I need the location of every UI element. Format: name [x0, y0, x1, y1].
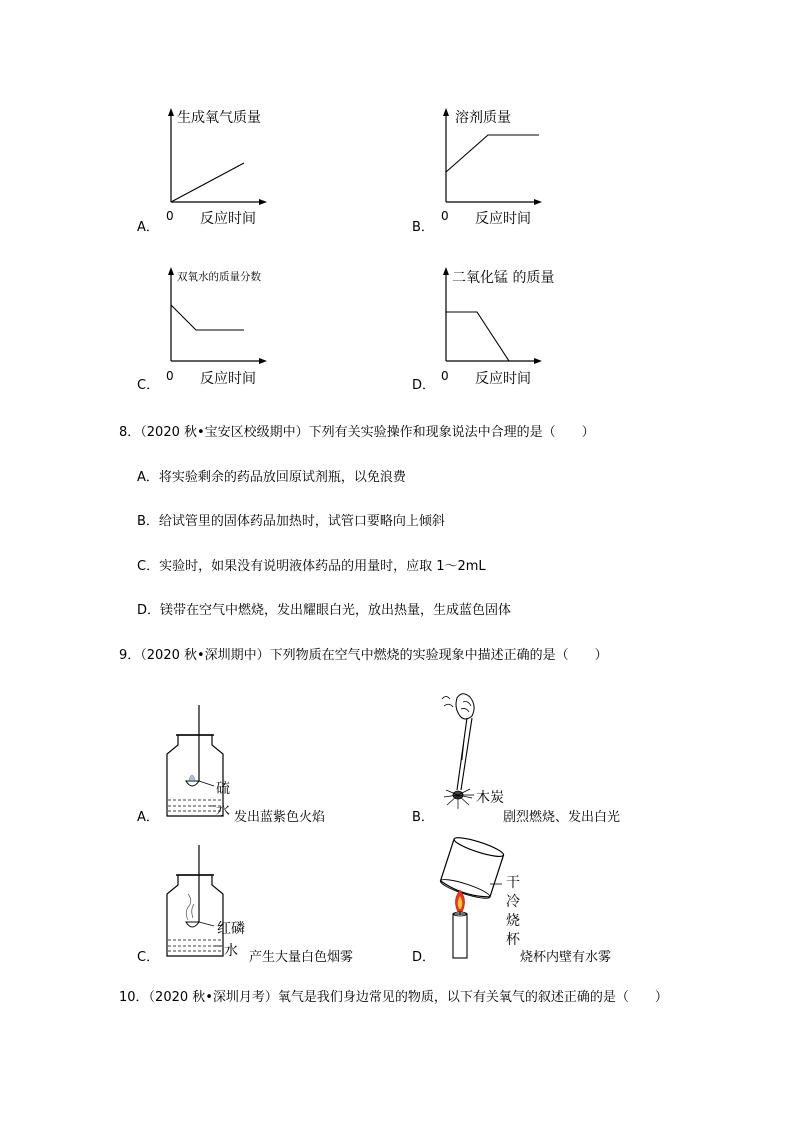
graph-b-ylabel: 溶剂质量 — [455, 110, 511, 126]
label-water-a: 水 — [216, 803, 230, 819]
q9-option-letter-a: A． — [137, 810, 159, 825]
q9-d-caption: 烧杯内壁有水雾 — [520, 950, 612, 965]
label-dry-cold-beaker — [506, 874, 522, 950]
option-letter-d: D． — [412, 378, 436, 393]
label-red-phosphorus: 红磷 — [217, 921, 245, 937]
q9-a-caption: 发出蓝紫色火焰 — [234, 810, 326, 825]
q8-stem: 8．（2020 秋•宝安区校级期中）下列有关实验操作和现象说法中合理的是（ ） — [119, 425, 595, 440]
q9-stem: 9．（2020 秋•深圳期中）下列物质在空气中燃烧的实验现象中描述正确的是（ ） — [119, 648, 608, 663]
q8-option-c: C．实验时，如果没有说明液体药品的用量时，应取 1～2mL — [137, 559, 486, 574]
label-char-2: 冷 — [506, 894, 520, 910]
label-sulfur: 硫 — [216, 781, 230, 797]
graph-d-ylabel: 二氧化锰 的质量 — [452, 270, 555, 286]
q9-option-letter-d: D． — [412, 950, 436, 965]
q10-stem: 10．（2020 秋•深圳月考）氧气是我们身边常见的物质，以下有关氧气的叙述正确的是（ ） — [119, 990, 668, 1005]
graph-b-origin: 0 — [441, 209, 449, 223]
q8-option-d: D．镁带在空气中燃烧，发出耀眼白光，放出热量，生成蓝色固体 — [137, 603, 512, 618]
q9-b-caption: 剧烈燃烧、发出白光 — [503, 810, 621, 825]
graph-c-origin: 0 — [166, 369, 174, 383]
q9-option-letter-b: B． — [412, 810, 434, 825]
option-letter-c: C． — [137, 378, 160, 393]
graph-d-xlabel: 反应时间 — [475, 371, 531, 387]
q9-option-letter-c: C． — [137, 950, 160, 965]
label-water-c: 水 — [224, 943, 238, 959]
label-charcoal: 木炭 — [476, 790, 504, 806]
q8-option-b: B．给试管里的固体药品加热时，试管口要略向上倾斜 — [137, 514, 445, 529]
q8-option-a: A．将实验剩余的药品放回原试剂瓶，以免浪费 — [137, 470, 406, 485]
option-letter-a: A． — [137, 220, 159, 235]
graph-b-xlabel: 反应时间 — [475, 211, 531, 227]
graph-a-origin: 0 — [166, 209, 174, 223]
graph-a-xlabel: 反应时间 — [200, 211, 256, 227]
label-char-4: 杯 — [506, 932, 520, 948]
label-char-3: 烧 — [506, 913, 520, 929]
option-letter-b: B． — [412, 220, 434, 235]
graph-c-ylabel: 双氧水的质量分数 — [177, 271, 261, 283]
label-char-1: 干 — [506, 875, 520, 891]
graph-c-xlabel: 反应时间 — [200, 371, 256, 387]
q9-c-caption: 产生大量白色烟雾 — [249, 950, 354, 965]
graph-a-ylabel: 生成氧气质量 — [177, 110, 261, 126]
graph-d-origin: 0 — [441, 369, 449, 383]
